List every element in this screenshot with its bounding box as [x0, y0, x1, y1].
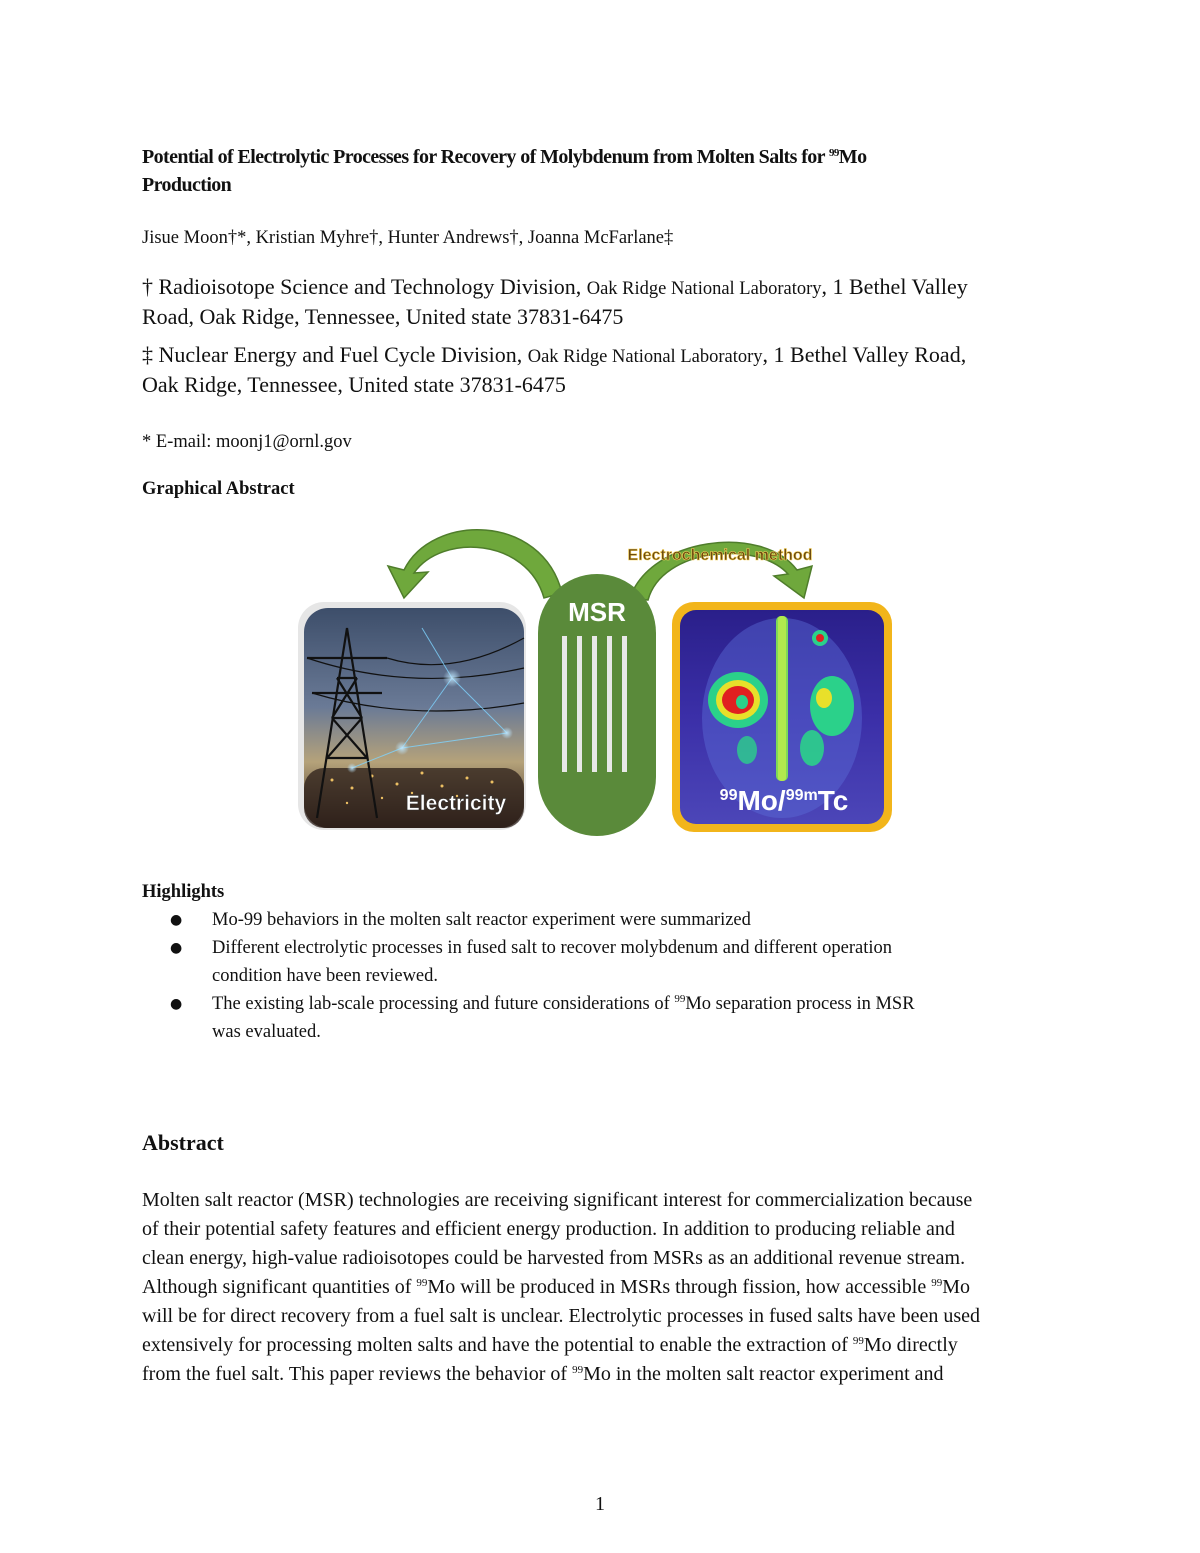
affiliation-1: † Radioisotope Science and Technology Division, Oak Ridge National Laboratory, 1 Bethel Valley Road, Oak Ridge, Tennessee, United state 37831-6475 [142, 274, 968, 329]
contact-email: * E-mail: moonj1@ornl.gov [142, 432, 352, 452]
msr-reactor-capsule [538, 574, 656, 836]
page-number: 1 [595, 1493, 605, 1515]
affiliation-2: ‡ Nuclear Energy and Fuel Cycle Division, Oak Ridge National Laboratory, 1 Bethel Valley Road, Oak Ridge, Tennessee, United state 37831-6475 [142, 342, 967, 397]
msr-label: MSR [568, 597, 626, 627]
abstract-text: Molten salt reactor (MSR) technologies are receiving significant interest for commercialization because of their potential safety features and efficient energy production. In addition to producing reliable and clean energy, high-value radioisotopes could be harvested from MSRs as an additional revenue stream. Although significant quantities of $^{99}$Mo will be produced in MSRs through fission, how accessible $^{99}$Mo will be for direct recovery from a fuel salt is unclear. Electrolytic processes in fused salts have been used extensively for processing molten salts and have the potential to enable the extraction of $^{99}$Mo directly from the fuel salt. This paper reviews the behavior of $^{99}$Mo in the molten salt reactor experiment and [142, 1189, 981, 1385]
mo-tc-scan-panel [672, 602, 892, 832]
left-curved-arrow [388, 530, 562, 598]
list-item: ● Different electrolytic processes in fused salt to recover molybdenum and different operation condition have been reviewed. [142, 934, 1062, 990]
paper-title: Potential of Electrolytic Processes for Recovery of Molybdenum from Molten Salts for $^{99}$Mo Production [142, 146, 867, 196]
author-list: Jisue Moon†*, Kristian Myhre†, Hunter Andrews†, Joanna McFarlane‡ [142, 228, 674, 248]
abstract-heading: Abstract [142, 1130, 224, 1155]
highlights-heading: Highlights [142, 882, 225, 902]
graphical-abstract-figure [292, 518, 900, 838]
electricity-label: Electricity [405, 792, 507, 815]
mo-tc-label: 99Mo/99mTc [719, 785, 849, 816]
graphical-abstract-heading: Graphical Abstract [142, 479, 295, 499]
electrochemical-method-label: Electrochemical method [627, 547, 813, 564]
electricity-photo-panel [298, 602, 526, 830]
list-item: ● Mo-99 behaviors in the molten salt reactor experiment were summarized [142, 906, 1062, 934]
list-item: ● The existing lab-scale processing and future considerations of $^{99}$Mo separation process in MSR was evaluated. [142, 990, 1062, 1046]
highlights-list [142, 906, 1062, 1046]
